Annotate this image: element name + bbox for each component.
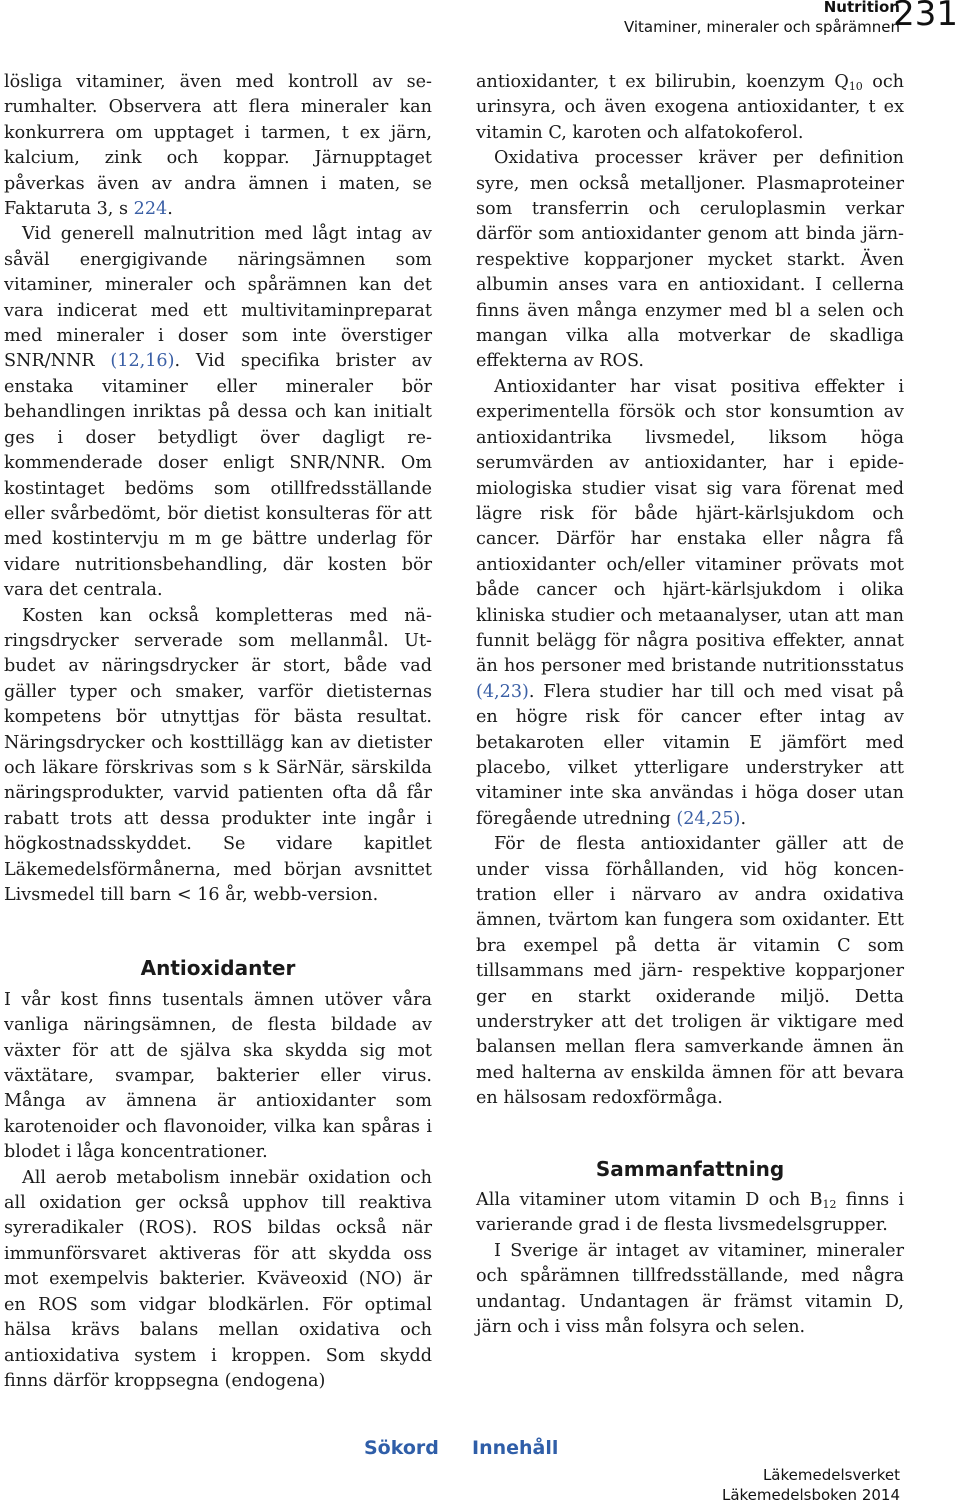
text-run: . xyxy=(740,808,747,829)
footer-publisher: Läkemedelsverket xyxy=(762,1466,900,1484)
sokord-link[interactable]: Sökord xyxy=(364,1437,439,1459)
header-category: Nutrition xyxy=(823,0,900,16)
section-heading-sammanfattning: Sammanfattning xyxy=(595,1156,785,1181)
left-column xyxy=(4,70,432,1394)
paragraph xyxy=(4,70,432,222)
text-run: finns i varierande grad i de flesta livsmedelsgrupper. xyxy=(476,1190,904,1236)
paragraph xyxy=(476,1188,904,1239)
paragraph xyxy=(4,222,432,603)
reference-link[interactable]: (12,16) xyxy=(110,351,175,372)
page-link-224[interactable]: 224 xyxy=(133,199,168,220)
subscript: 12 xyxy=(822,1198,837,1212)
text-run: antioxidanter, t ex bilirubin, koenzym Q xyxy=(476,72,849,92)
paragraph: För de flesta antioxidanter gäller att de under vissa förhållanden, vid hög koncentration eller i närvaro av andra oxidativa ämnen, tvärtom kan fungera som oxidanter. Ett bra exempel på detta är vitamin C som tillsammans med järn- respektive kopparjoner ger en starkt oxiderande miljö. Detta understryker att det troligen är viktigare med balansen mellan flera samverkande ämnen än med halterna av enskilda ämnen för att bevara en hälsosam redoxförmåga. xyxy=(476,834,904,1109)
footer-book: Läkemedelsboken 2014 xyxy=(721,1486,900,1504)
reference-link[interactable]: (24,25) xyxy=(676,808,741,829)
innehall-link[interactable]: Innehåll xyxy=(472,1437,559,1459)
text-run: . Vid specifika brister av enstaka vitaminer eller mineraler bör behandlingen inriktas på dessa och kan initialt ges i doser betydligt över dagligt rekommenderade doser enligt SNR/NNR. Om kostintaget bedöms som otillfredsställande eller svårbedömt, bör dietist konsulteras för att med kostintervju m m ge bättre underlag för vidare nutritionsbehandling, där kosten bör vara det centrala. xyxy=(4,351,432,601)
text-run: Alla vitaminer utom vitamin D och B xyxy=(476,1190,823,1211)
text-run: Antioxidanter har visat positiva effekter i experimentella försök och stor konsumtion av antioxidantrika livsmedel, liksom höga serumvärden av antioxidanter, har i epidemiologiska studier visat sig vara förenat med lägre risk för både hjärt-kärlsjukdom och cancer. Därför har enstaka eller några få antioxidanter och/eller vitaminer prövats mot både cancer och hjärt-kärlsjukdom i olika kliniska studier och metaanalyser, utan att man funnit belägg för några positiva effekter, annat än hos personer med bristande nutritionsstatus xyxy=(476,376,904,677)
right-column xyxy=(476,70,904,1341)
paragraph: I Sverige är intaget av vitaminer, mineraler och spårämnen tillfredsställande, med några undantag. Undantagen är främst vitamin D, järn och i viss mån folsyra och selen. xyxy=(476,1240,904,1338)
text-run: och urinsyra, och även exogena antioxidanter, t ex vitamin C, karoten och alfatokoferol. xyxy=(476,72,905,143)
page-number: 231 xyxy=(893,0,958,34)
paragraph xyxy=(476,70,904,146)
paragraph: Kosten kan också kompletteras med näringsdrycker serverade som mellanmål. Utbudet av näringsdrycker är stort, både vad gäller typer och smaker, varför dietisternas kompetens bör utnyttjas för bästa resultat. Näringsdrycker och kosttillägg kan av dietister och läkare förskrivas som s k SärNär, särskilda näringsprodukter, varvid patienten ofta då får rabatt trots att dessa produkter inte ingår i högkostnadsskyddet. Se vidare kapitlet Läkemedelsförmånerna, med början avsnittet Livsmedel till barn < 16 år, webb-version. xyxy=(4,605,432,905)
paragraph xyxy=(476,375,904,832)
section-heading-antioxidanter: Antioxidanter xyxy=(140,956,296,981)
text-run: Vid generell malnutrition med lågt intag av såväl energigivande näringsämnen som vitaminer, mineraler och spårämnen kan det vara indicerat med ett multivitaminpreparat med mineraler i doser som inte överstiger SNR/NNR xyxy=(4,224,432,372)
header-subtitle: Vitaminer, mineraler och spårämnen xyxy=(623,18,900,36)
text-run: . Flera studier har till och med visat på en högre risk för cancer efter intag av betakaroten eller vitamin E jämfört med placebo, vilket ytterligare understryker att vitaminer inte ska användas i höga doser utan föregående utredning xyxy=(476,681,904,829)
reference-link[interactable]: (4,23) xyxy=(476,681,529,702)
text-run: lösliga vitaminer, även med kontroll av serumhalter. Observera att flera mineraler kan konkurrera om upptaget i tarmen, t ex järn, kalcium, zink och koppar. Järnupptaget påverkas även av andra ämnen i maten, se Faktaruta 3, s xyxy=(4,72,432,220)
paragraph: Oxidativa processer kräver per definition syre, men också metalljoner. Plasmaproteiner som transferrin och ceruloplasmin verkar därför som antioxidanter genom att binda järn- respektive kopparjoner mycket starkt. Även albumin anses vara en antioxidant. I cellerna finns även många enzymer med bl a selen och mangan vilka alla motverkar de skadliga effekterna av ROS. xyxy=(476,148,904,372)
text-run: . xyxy=(167,199,173,220)
paragraph: I vår kost finns tusentals ämnen utöver våra vanliga näringsämnen, de flesta bildade av växter för att de själva ska skydda sig mot växtätare, svampar, bakterier eller virus. Många av ämnena är antioxidanter som karotenoider och flavonoider, vilka kan spåras i blodet i låga koncentrationer. xyxy=(4,989,432,1163)
paragraph: All aerob metabolism innebär oxidation och all oxidation ger också upphov till reaktiva syreradikaler (ROS). ROS bildas också när immunförsvaret aktiveras för att skydda oss mot exempelvis bakterier. Kväveoxid (NO) är en ROS som vidgar blodkärlen. För optimal hälsa krävs balans mellan oxidativa och antioxidativa system i kroppen. Som skydd finns därför kroppsegna (endogena) xyxy=(4,1167,432,1391)
subscript: 10 xyxy=(848,80,863,93)
